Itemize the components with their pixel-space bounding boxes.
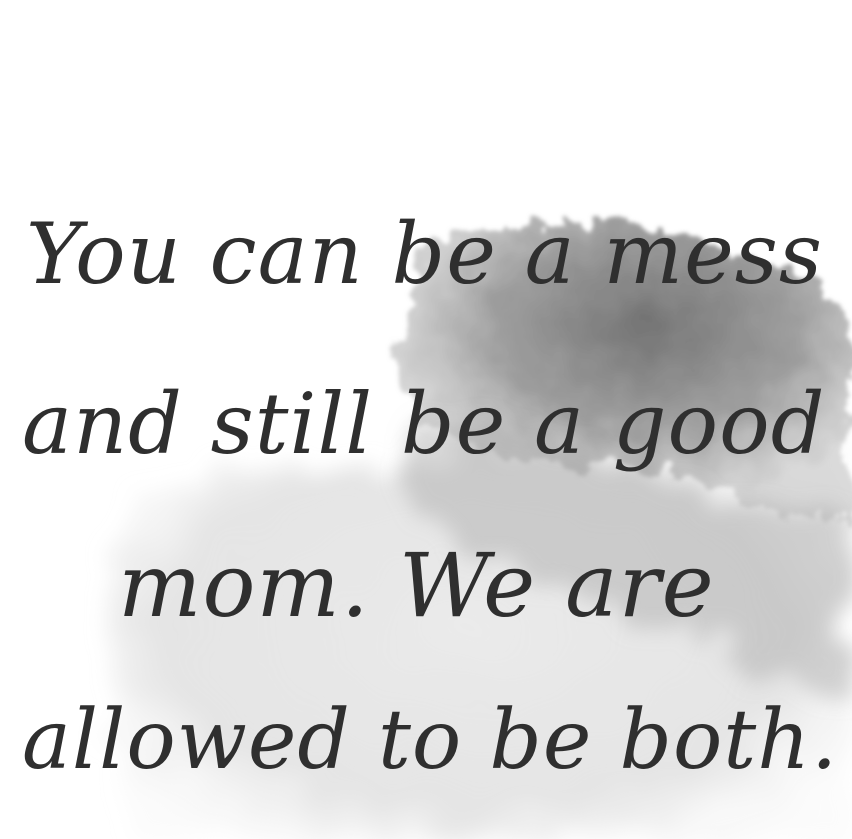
- quote-line-2: and still be a good: [22, 375, 826, 473]
- quote-line-3: mom. We are: [118, 534, 715, 637]
- quote-line-1: You can be a mess: [26, 205, 823, 303]
- quote-line-4: allowed to be both.: [22, 693, 839, 788]
